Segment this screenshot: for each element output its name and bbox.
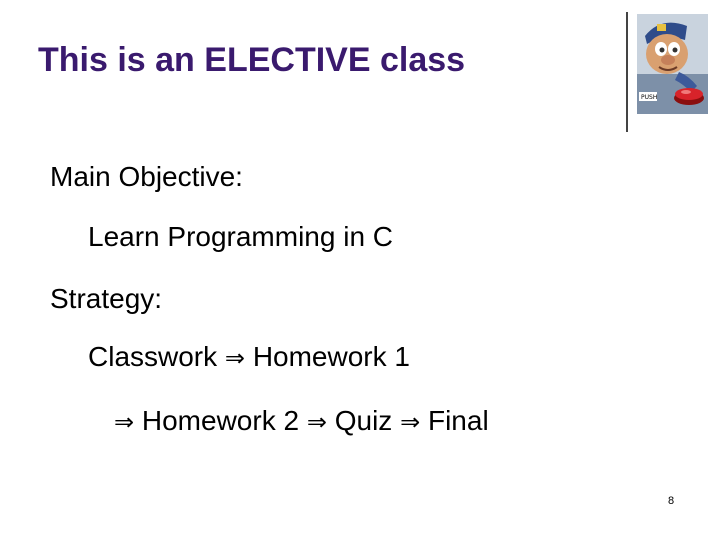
strategy-line-2 <box>114 404 489 438</box>
strategy-line-1 <box>88 340 410 374</box>
objective-heading: Main Objective: <box>50 161 243 192</box>
step-homework-2: Homework 2 <box>141 405 300 436</box>
arrow-icon: ⇒ <box>306 408 327 436</box>
step-classwork: Classwork <box>88 341 218 372</box>
step-final: Final <box>427 405 489 436</box>
mascot-image <box>637 14 708 114</box>
step-quiz: Quiz <box>334 405 393 436</box>
push-label: PUSH <box>641 94 658 101</box>
objective-detail: Learn Programming in C <box>88 221 394 252</box>
arrow-icon: ⇒ <box>224 344 246 372</box>
step-homework-1: Homework 1 <box>252 341 410 372</box>
cartoon-character-pressing-red-button-icon <box>637 14 708 114</box>
title-divider <box>626 12 628 132</box>
arrow-icon: ⇒ <box>400 408 421 436</box>
strategy-heading: Strategy: <box>50 283 163 314</box>
page-number: 8 <box>668 495 675 507</box>
arrow-icon: ⇒ <box>114 408 135 436</box>
slide-title: This is an ELECTIVE class <box>38 41 466 79</box>
